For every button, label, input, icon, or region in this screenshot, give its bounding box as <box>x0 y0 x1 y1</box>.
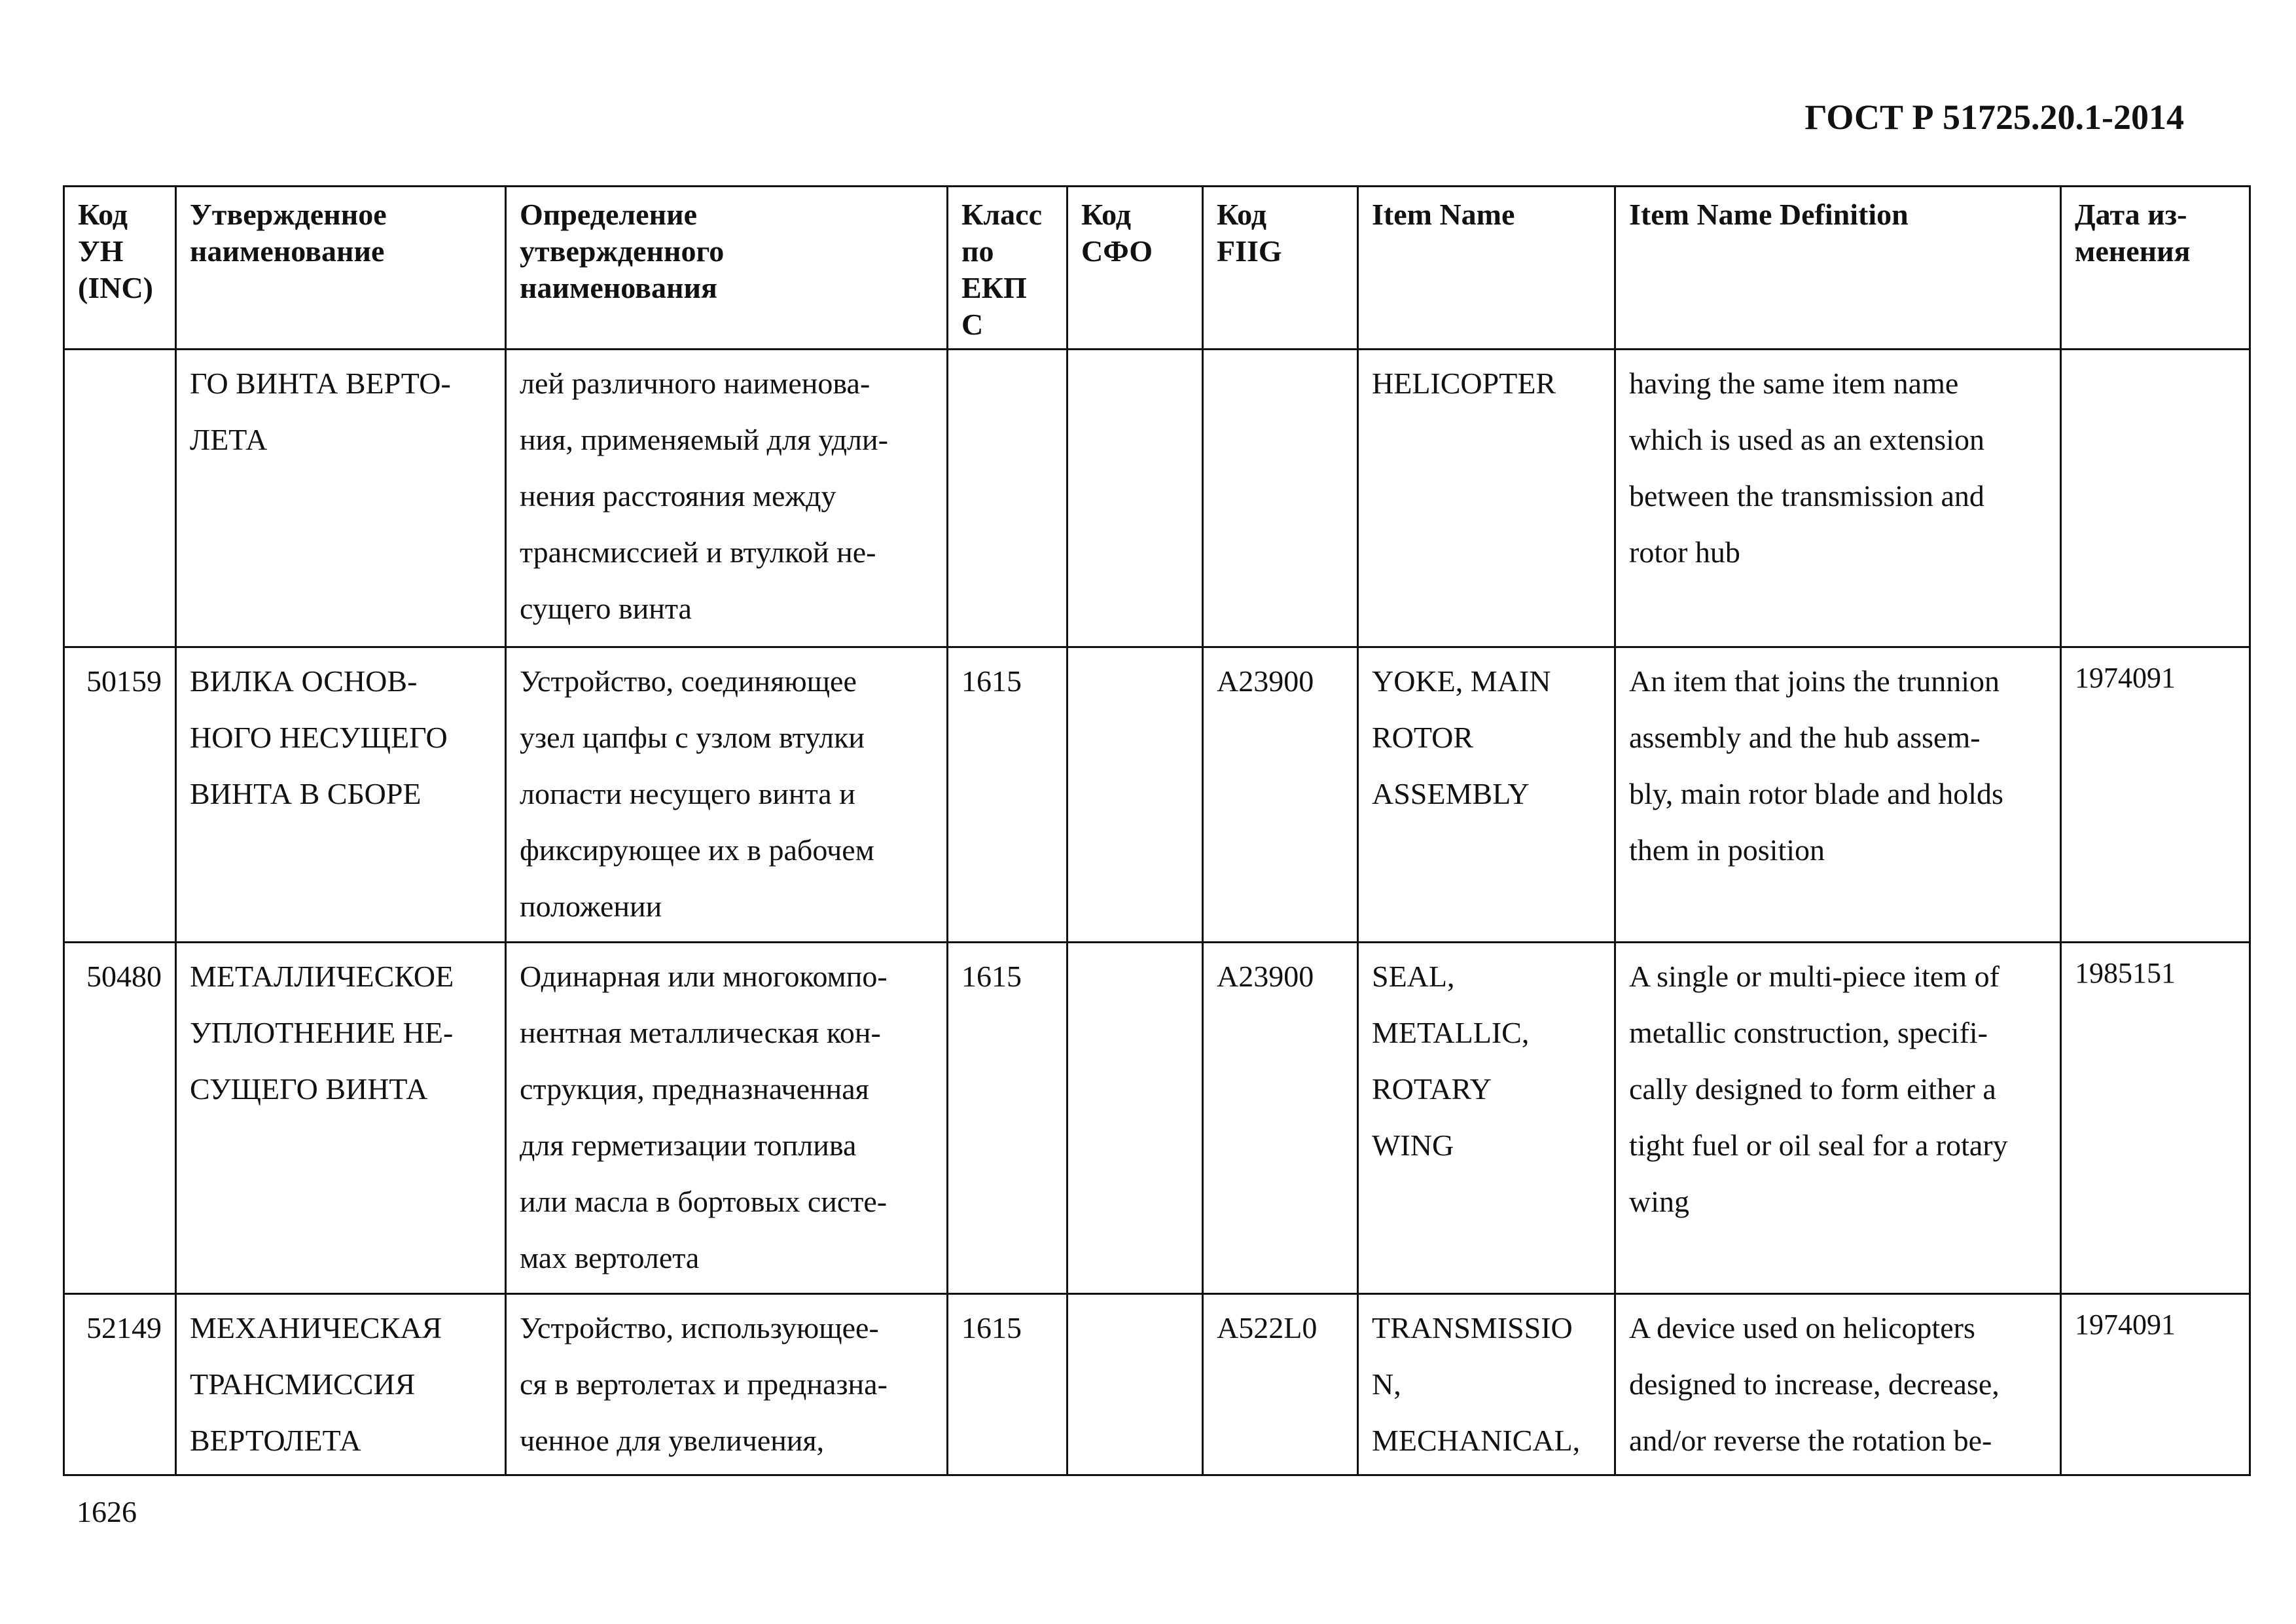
cell-item-name: TRANSMISSIO N, MECHANICAL, <box>1358 1294 1615 1475</box>
cell-item-name: HELICOPTER <box>1358 350 1615 647</box>
cell-sfo-code <box>1067 1294 1203 1475</box>
cell-fiig-code: A23900 <box>1203 647 1358 943</box>
cell-ekps-class: 1615 <box>948 943 1067 1294</box>
cell-name-definition: Устройство, соединяющее узел цапфы с узлом втулки лопасти несущего винта и фиксирующее их в рабочем положении <box>506 647 948 943</box>
cell-fiig-code: A522L0 <box>1203 1294 1358 1475</box>
column-header-sfo-code: Код СФО <box>1067 187 1203 350</box>
cell-approved-name: ГО ВИНТА ВЕРТО- ЛЕТА <box>176 350 506 647</box>
column-header-change-date: Дата из- менения <box>2061 187 2250 350</box>
table-row <box>64 647 2250 943</box>
cell-item-name-definition: An item that joins the trunnion assembly and the hub assem- bly, main rotor blade and holds them in position <box>1615 647 2061 943</box>
cell-sfo-code <box>1067 647 1203 943</box>
cell-approved-name: МЕТАЛЛИЧЕСКОЕ УПЛОТНЕНИЕ НЕ- СУЩЕГО ВИНТА <box>176 943 506 1294</box>
catalog-table <box>63 185 2251 1476</box>
table-row <box>64 350 2250 647</box>
document-code: ГОСТ Р 51725.20.1-2014 <box>1804 98 2184 137</box>
cell-approved-name: ВИЛКА ОСНОВ- НОГО НЕСУЩЕГО ВИНТА В СБОРЕ <box>176 647 506 943</box>
cell-fiig-code: A23900 <box>1203 943 1358 1294</box>
cell-ekps-class <box>948 350 1067 647</box>
cell-inc: 50159 <box>64 647 176 943</box>
cell-change-date: 1974091 <box>2061 647 2250 943</box>
column-header-name-definition: Определение утвержденного наименования <box>506 187 948 350</box>
column-header-inc: Код УН (INC) <box>64 187 176 350</box>
cell-inc <box>64 350 176 647</box>
cell-inc: 50480 <box>64 943 176 1294</box>
cell-change-date <box>2061 350 2250 647</box>
cell-sfo-code <box>1067 943 1203 1294</box>
cell-name-definition: Одинарная или многокомпо- нентная металлическая кон- струкция, предназначенная для герметизации топлива или масла в бортовых систе- мах вертолета <box>506 943 948 1294</box>
table-row <box>64 943 2250 1294</box>
cell-item-name: YOKE, MAIN ROTOR ASSEMBLY <box>1358 647 1615 943</box>
column-header-item-name-definition: Item Name Definition <box>1615 187 2061 350</box>
cell-ekps-class: 1615 <box>948 647 1067 943</box>
page-number: 1626 <box>77 1495 137 1528</box>
table-header-row <box>64 187 2250 350</box>
column-header-item-name: Item Name <box>1358 187 1615 350</box>
cell-change-date: 1974091 <box>2061 1294 2250 1475</box>
cell-sfo-code <box>1067 350 1203 647</box>
table-row <box>64 1294 2250 1475</box>
cell-inc: 52149 <box>64 1294 176 1475</box>
column-header-ekps-class: Класс по ЕКП С <box>948 187 1067 350</box>
cell-name-definition: Устройство, использующее- ся в вертолетах и предназна- ченное для увеличения, <box>506 1294 948 1475</box>
column-header-fiig-code: Код FIIG <box>1203 187 1358 350</box>
cell-item-name-definition: having the same item name which is used as an extension between the transmission and rotor hub <box>1615 350 2061 647</box>
column-header-approved-name: Утвержденное наименование <box>176 187 506 350</box>
cell-item-name: SEAL, METALLIC, ROTARY WING <box>1358 943 1615 1294</box>
cell-item-name-definition: A single or multi-piece item of metallic construction, specifi- cally designed to form either a tight fuel or oil seal for a rotary wing <box>1615 943 2061 1294</box>
cell-name-definition: лей различного наименова- ния, применяемый для удли- нения расстояния между трансмиссией и втулкой не- сущего винта <box>506 350 948 647</box>
cell-change-date: 1985151 <box>2061 943 2250 1294</box>
cell-fiig-code <box>1203 350 1358 647</box>
cell-item-name-definition: A device used on helicopters designed to increase, decrease, and/or reverse the rotation be- <box>1615 1294 2061 1475</box>
cell-ekps-class: 1615 <box>948 1294 1067 1475</box>
cell-approved-name: МЕХАНИЧЕСКАЯ ТРАНСМИССИЯ ВЕРТОЛЕТА <box>176 1294 506 1475</box>
